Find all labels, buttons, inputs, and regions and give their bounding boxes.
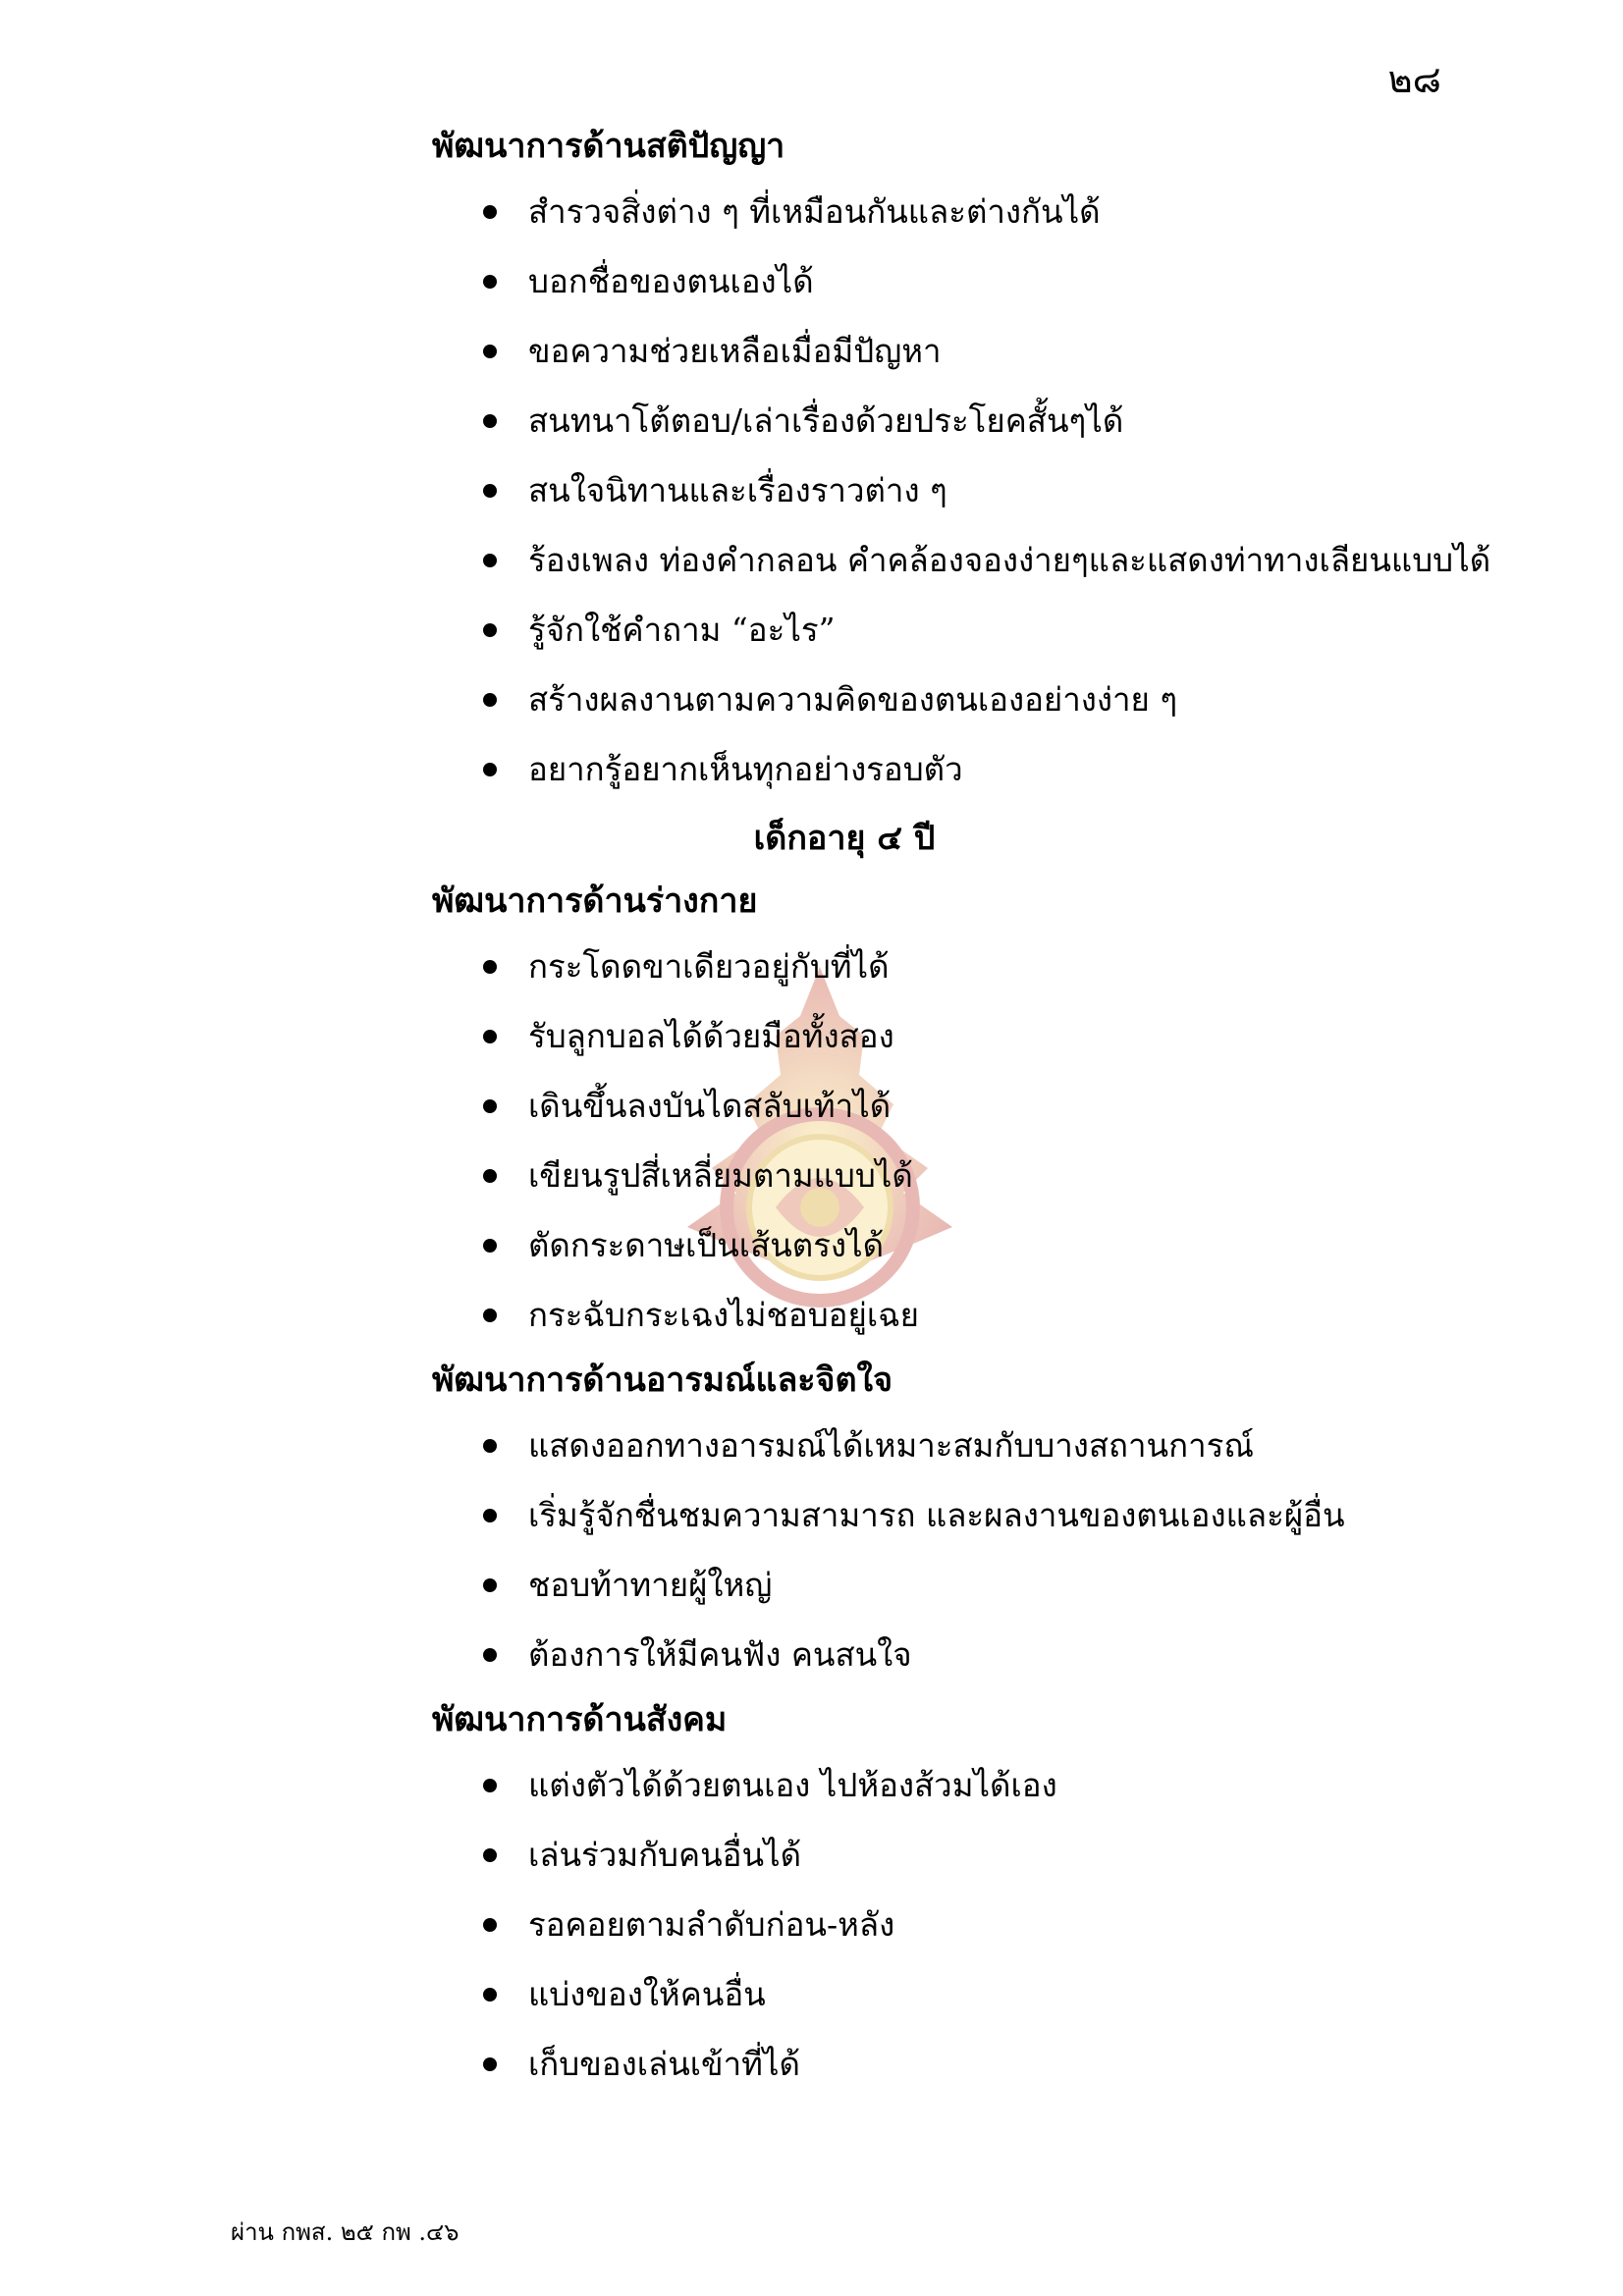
list-item <box>432 1820 1492 1890</box>
list-item <box>432 2029 1492 2099</box>
bullet-icon <box>483 1918 497 1932</box>
section-heading-intellect: พัฒนาการด้านสติปัญญา <box>432 126 785 166</box>
list-item-text: กระโดดขาเดียวอยู่กับที่ได้ <box>528 947 890 986</box>
bullet-icon <box>483 345 497 358</box>
bullet-icon <box>483 763 497 776</box>
list-item-text: บอกชื่อของตนเองได้ <box>528 262 814 300</box>
bullet-icon <box>483 2057 497 2071</box>
age-heading: เด็กอายุ ๔ ปี <box>753 819 936 858</box>
list-item-text: เขียนรูปสี่เหลี่ยมตามแบบได้ <box>528 1156 913 1195</box>
bullet-icon <box>483 1648 497 1662</box>
list-item-text: สนใจนิทานและเรื่องราวต่าง ๆ <box>528 471 947 509</box>
list-item <box>432 595 1492 665</box>
bullet-icon <box>483 554 497 567</box>
list-item-text: เริ่มรู้จักชื่นชมความสามารถ และผลงานของตนเองและผู้อื่น <box>528 1496 1345 1534</box>
list-item-text: แต่งตัวได้ด้วยตนเอง ไปห้องส้วมได้เอง <box>528 1766 1057 1804</box>
list-item <box>432 1280 1492 1350</box>
list-item-text: สำรวจสิ่งต่าง ๆ ที่เหมือนกันและต่างกันได้ <box>528 192 1101 231</box>
list-item <box>432 525 1492 595</box>
bullet-icon <box>483 275 497 289</box>
list-item <box>432 1750 1492 1820</box>
list-item <box>432 1480 1492 1550</box>
emotional-list <box>432 1411 1492 1689</box>
list-item-text: สนทนาโต้ตอบ/เล่าเรื่องด้วยประโยคสั้นๆได้ <box>528 401 1124 440</box>
bullet-icon <box>483 1099 497 1113</box>
list-item-text: ขอความช่วยเหลือเมื่อมีปัญหา <box>528 332 942 370</box>
list-item <box>432 1071 1492 1141</box>
list-item-text: ร้องเพลง ท่องคำกลอน คำคล้องจองง่ายๆและแสดงท่าทางเลียนแบบได้ <box>528 541 1491 579</box>
bullet-icon <box>483 1509 497 1522</box>
list-item <box>432 1890 1492 1959</box>
list-item-text: รอคอยตามลำดับก่อน-หลัง <box>528 1905 895 1944</box>
footer-approval-note: ผ่าน กพส. ๒๕ กพ .๔๖ <box>231 2218 460 2246</box>
list-item <box>432 1411 1492 1480</box>
list-item-text: สร้างผลงานตามความคิดของตนเองอย่างง่าย ๆ <box>528 680 1178 719</box>
list-item-text: ชอบท้าทายผู้ใหญ่ <box>528 1566 773 1604</box>
bullet-icon <box>483 205 497 219</box>
list-item <box>432 386 1492 455</box>
list-item <box>432 177 1492 246</box>
bullet-icon <box>483 1308 497 1322</box>
bullet-icon <box>483 1030 497 1043</box>
bullet-icon <box>483 484 497 498</box>
bullet-icon <box>483 414 497 428</box>
list-item-text: รู้จักใช้คำถาม “อะไร” <box>528 611 836 649</box>
intellect-list <box>432 177 1492 804</box>
list-item <box>432 932 1492 1001</box>
list-item-text: รับลูกบอลได้ด้วยมือทั้งสอง <box>528 1017 894 1055</box>
section-heading-social: พัฒนาการด้านสังคม <box>432 1699 728 1739</box>
bullet-icon <box>483 693 497 707</box>
social-list <box>432 1750 1492 2099</box>
list-item <box>432 246 1492 316</box>
bullet-icon <box>483 1578 497 1592</box>
page-number: ๒๘ <box>1387 58 1441 101</box>
section-heading-physical: พัฒนาการด้านร่างกาย <box>432 881 758 921</box>
section-heading-emotional: พัฒนาการด้านอารมณ์และจิตใจ <box>432 1360 893 1400</box>
list-item-text: แสดงออกทางอารมณ์ได้เหมาะสมกับบางสถานการณ์ <box>528 1426 1254 1465</box>
list-item-text: ตัดกระดาษเป็นเส้นตรงได้ <box>528 1226 885 1264</box>
list-item-text: เดินขึ้นลงบันไดสลับเท้าได้ <box>528 1087 892 1125</box>
document-body <box>432 116 1492 2099</box>
list-item <box>432 455 1492 525</box>
bullet-icon <box>483 1848 497 1862</box>
list-item <box>432 665 1492 734</box>
list-item-text: แบ่งของให้คนอื่น <box>528 1975 766 2013</box>
list-item <box>432 1001 1492 1071</box>
list-item <box>432 1210 1492 1280</box>
bullet-icon <box>483 1239 497 1253</box>
physical-list <box>432 932 1492 1350</box>
list-item-text: กระฉับกระเฉงไม่ชอบอยู่เฉย <box>528 1296 919 1334</box>
bullet-icon <box>483 1439 497 1453</box>
list-item <box>432 316 1492 386</box>
list-item-text: เล่นร่วมกับคนอื่นได้ <box>528 1836 802 1874</box>
list-item <box>432 734 1492 804</box>
bullet-icon <box>483 623 497 637</box>
list-item <box>432 1550 1492 1620</box>
list-item <box>432 1959 1492 2029</box>
list-item-text: เก็บของเล่นเข้าที่ได้ <box>528 2045 800 2083</box>
bullet-icon <box>483 1988 497 2002</box>
bullet-icon <box>483 1779 497 1792</box>
list-item-text: อยากรู้อยากเห็นทุกอย่างรอบตัว <box>528 750 963 788</box>
bullet-icon <box>483 960 497 974</box>
list-item-text: ต้องการให้มีคนฟัง คนสนใจ <box>528 1635 912 1674</box>
bullet-icon <box>483 1169 497 1183</box>
list-item <box>432 1620 1492 1689</box>
list-item <box>432 1141 1492 1210</box>
